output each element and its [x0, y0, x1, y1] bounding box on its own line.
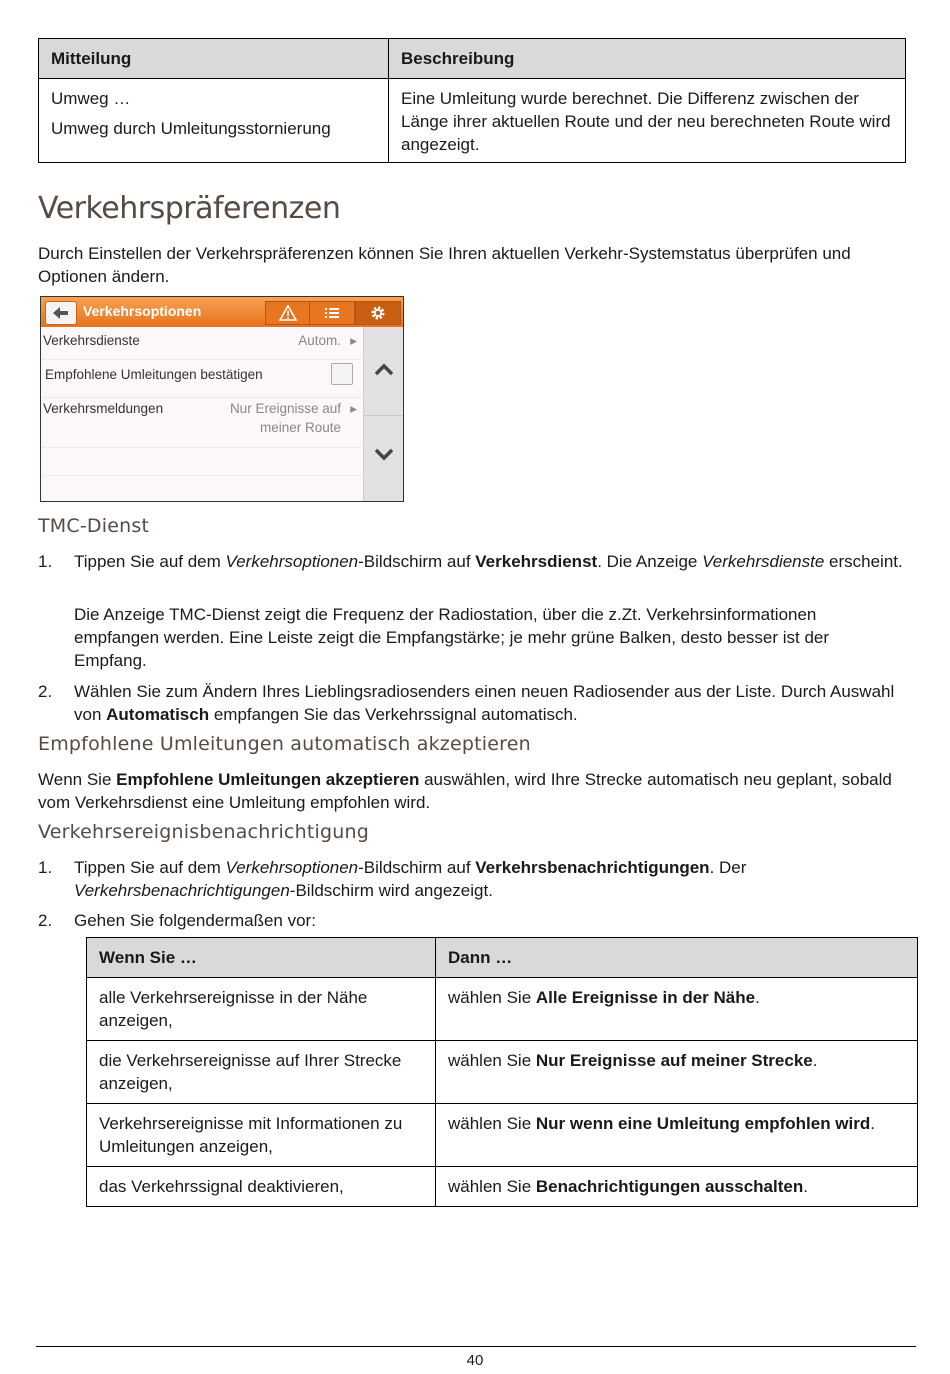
message-text: Umweg durch Umleitungsstornierung [51, 119, 331, 138]
step-number: 1. [38, 552, 53, 571]
traffic-options-screenshot [40, 296, 404, 502]
text: Tippen Sie auf dem [74, 858, 226, 877]
back-arrow-icon [46, 302, 76, 324]
text: auswählen, wird Ihre Strecke automatisch neu geplant, sobald vom Verkehrsdienst eine Umleitung empfohlen wird. [38, 770, 892, 812]
settings-list [41, 327, 363, 501]
text: empfangen Sie das Verkehrssignal automatisch. [209, 705, 578, 724]
back-button[interactable] [45, 301, 77, 325]
table-header-row [87, 938, 918, 978]
step-number: 2. [38, 682, 53, 701]
checkbox[interactable] [331, 363, 353, 385]
text: Verkehrsoptionen [225, 552, 359, 571]
text: Alle Ereignisse in der Nähe [535, 988, 756, 1007]
setting-value: meiner Route [259, 420, 341, 435]
text: . Die Anzeige [597, 552, 703, 571]
text: . [812, 1051, 818, 1070]
action-table [86, 937, 918, 1207]
text: wählen Sie [448, 988, 536, 1007]
message-cell [39, 79, 389, 163]
text: wählen Sie [448, 1114, 536, 1133]
gear-icon [370, 305, 386, 321]
condition-cell: das Verkehrssignal deaktivieren, [87, 1167, 436, 1207]
step-number: 1. [38, 858, 53, 877]
text: wählen Sie [448, 1177, 536, 1196]
column-header: Wenn Sie … [87, 938, 436, 978]
subsection-heading: Empfohlene Umleitungen automatisch akzeptieren [38, 733, 531, 755]
step-text [74, 856, 874, 902]
step-number: 2. [38, 911, 53, 930]
text: . Der [709, 858, 747, 877]
table-row [87, 1104, 918, 1167]
text: Verkehrsoptionen [225, 858, 359, 877]
step-text: Gehen Sie folgendermaßen vor: [74, 911, 316, 930]
chevron-up-icon[interactable] [373, 359, 395, 381]
scrollbar[interactable] [363, 327, 404, 501]
tab-list[interactable] [309, 301, 355, 325]
text: Wenn Sie [38, 770, 117, 789]
text: Verkehrsbenachrichtigungen [475, 858, 710, 877]
section-title: Verkehrspräferenzen [38, 191, 341, 226]
footer-divider [36, 1346, 916, 1347]
tab-warning[interactable] [265, 301, 311, 325]
table-row [39, 79, 906, 163]
text: -Bildschirm wird angezeigt. [289, 881, 493, 900]
text: -Bildschirm auf [358, 858, 476, 877]
description-cell: Eine Umleitung wurde berechnet. Die Differenz zwischen der Länge ihrer aktuellen Route und der neu berechneten Route wird angezeigt. [389, 79, 906, 163]
text: Automatisch [106, 705, 210, 724]
arrow-right-icon: ▸ [350, 401, 357, 416]
warning-icon [279, 305, 297, 321]
chevron-down-icon[interactable] [373, 443, 395, 465]
setting-traffic-services[interactable] [43, 333, 361, 360]
tab-settings[interactable] [355, 301, 401, 325]
condition-cell: Verkehrsereignisse mit Informationen zu Umleitungen anzeigen, [87, 1104, 436, 1167]
text: Verkehrsdienste [702, 552, 825, 571]
subsection-heading: TMC-Dienst [38, 515, 150, 537]
table-row [87, 978, 918, 1041]
table-row [87, 1041, 918, 1104]
text: Verkehrsdienst [475, 552, 598, 571]
text: Benachrichtigungen ausschalten [535, 1177, 804, 1196]
table-row [87, 1167, 918, 1207]
step-text [74, 680, 908, 726]
action-cell [436, 1167, 918, 1207]
setting-label: Empfohlene Umleitungen bestätigen [45, 367, 263, 382]
divider [364, 415, 404, 416]
auto-accept-paragraph [38, 768, 898, 814]
text: Nur wenn eine Umleitung empfohlen wird [535, 1114, 871, 1133]
message-text: Umweg … [51, 89, 131, 108]
list-icon [324, 306, 340, 320]
action-cell [436, 1041, 918, 1104]
text: . [870, 1114, 875, 1133]
arrow-right-icon: ▸ [350, 333, 357, 348]
setting-value: Autom. [298, 333, 341, 348]
condition-cell: die Verkehrsereignisse auf Ihrer Strecke anzeigen, [87, 1041, 436, 1104]
device-title: Verkehrsoptionen [83, 303, 202, 319]
column-header: Dann … [436, 938, 918, 978]
text: Empfohlene Umleitungen akzeptieren [116, 770, 420, 789]
text: . [803, 1177, 808, 1196]
text: Verkehrsbenachrichtigungen [74, 881, 290, 900]
column-header: Beschreibung [389, 39, 906, 79]
text: -Bildschirm auf [358, 552, 476, 571]
message-table [38, 38, 906, 163]
setting-confirm-detours[interactable] [43, 367, 361, 398]
setting-value: Nur Ereignisse auf [229, 401, 341, 416]
device-title-bar [41, 297, 403, 327]
table-header-row [39, 39, 906, 79]
text: wählen Sie [448, 1051, 536, 1070]
setting-label: Verkehrsdienste [43, 333, 140, 348]
text: Tippen Sie auf dem [74, 552, 226, 571]
text: Nur Ereignisse auf meiner Strecke [535, 1051, 813, 1070]
text: Wählen Sie zum Ändern Ihres Lieblingsradiosenders einen neuen Radiosender aus der Liste. Durch Auswahl von [74, 682, 895, 724]
action-cell [436, 978, 918, 1041]
condition-cell: alle Verkehrsereignisse in der Nähe anzeigen, [87, 978, 436, 1041]
page-number: 40 [466, 1352, 484, 1369]
intro-paragraph: Durch Einstellen der Verkehrspräferenzen können Sie Ihren aktuellen Verkehr-Systemstatus überprüfen und Optionen ändern. [38, 244, 851, 286]
text: . [755, 988, 760, 1007]
empty-row [43, 453, 361, 476]
step-text [74, 550, 904, 573]
text: erscheint. [824, 552, 903, 571]
notify-steps [38, 856, 908, 936]
tmc-steps [38, 550, 908, 730]
setting-label: Verkehrsmeldungen [43, 401, 164, 416]
step-paragraph: Die Anzeige TMC-Dienst zeigt die Frequenz der Radiostation, über die z.Zt. Verkehrsinformationen empfangen werden. Eine Leiste zeigt die Empfangstärke; je mehr grüne Balken, desto besser ist der Empfang. [74, 605, 830, 670]
column-header: Mitteilung [39, 39, 389, 79]
subsection-heading: Verkehrsereignisbenachrichtigung [38, 821, 369, 843]
setting-traffic-messages[interactable] [43, 401, 361, 448]
action-cell [436, 1104, 918, 1167]
